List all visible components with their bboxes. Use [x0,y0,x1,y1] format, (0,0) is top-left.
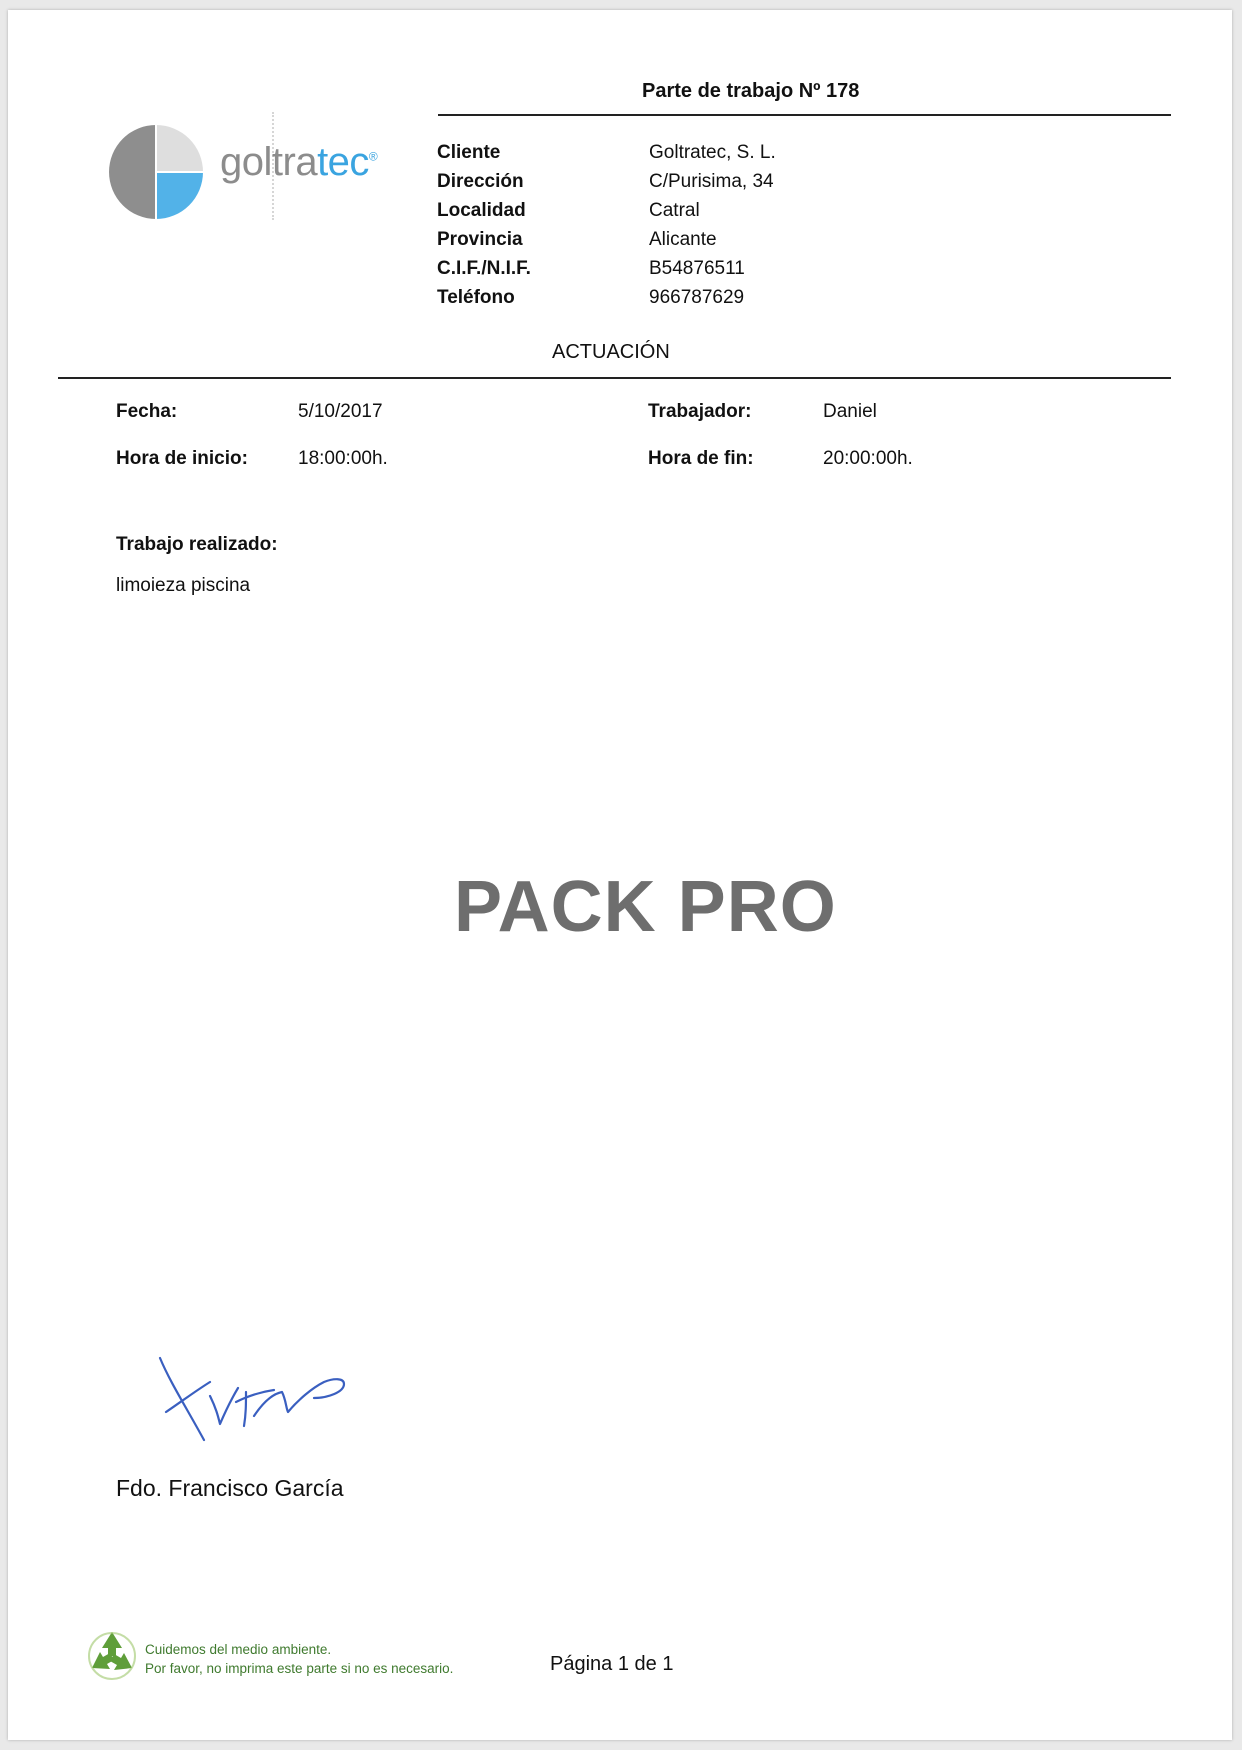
client-label: Cliente [437,142,501,163]
client-details [437,138,776,312]
logo-wordmark: goltratec® [220,140,378,184]
client-row [437,138,776,167]
client-row [437,196,776,225]
client-value: B54876511 [649,258,745,279]
client-label: Teléfono [437,287,515,308]
pack-pro-watermark: PACK PRO [454,867,837,947]
client-value: Alicante [649,229,717,250]
trabajador-value: Daniel [823,401,877,422]
recycle-icon [86,1628,138,1680]
client-label: Provincia [437,229,523,250]
header-divider [438,114,1171,116]
client-label: C.I.F./N.I.F. [437,258,531,279]
page-number: Página 1 de 1 [550,1653,674,1675]
document-title: Parte de trabajo Nº 178 [642,80,860,102]
trabajo-realizado-text: limoieza piscina [116,575,251,596]
signer-name: Fdo. Francisco García [116,1475,344,1501]
trabajador-label: Trabajador: [648,401,752,422]
actuacion-divider [58,377,1171,379]
client-row [437,167,776,196]
eco-line-2: Por favor, no imprima este parte si no es necesario. [145,1661,454,1676]
handwritten-signature [158,1352,348,1452]
actuacion-heading: ACTUACIÓN [552,341,670,363]
hora-fin-value: 20:00:00h. [823,448,913,469]
client-value: 966787629 [649,287,745,308]
client-row [437,254,776,283]
client-row [437,283,776,312]
hora-inicio-label: Hora de inicio: [116,448,248,469]
client-label: Dirección [437,171,524,192]
trabajo-realizado-label: Trabajo realizado: [116,534,278,555]
client-value: Goltratec, S. L. [649,142,776,163]
client-row [437,225,776,254]
hora-inicio-value: 18:00:00h. [298,448,388,469]
eco-notice [145,1640,453,1678]
fecha-value: 5/10/2017 [298,401,383,422]
hora-fin-label: Hora de fin: [648,448,754,469]
client-value: Catral [649,200,700,221]
client-label: Localidad [437,200,526,221]
fecha-label: Fecha: [116,401,178,422]
client-value: C/Purisima, 34 [649,171,774,192]
eco-line-1: Cuidemos del medio ambiente. [145,1642,332,1657]
